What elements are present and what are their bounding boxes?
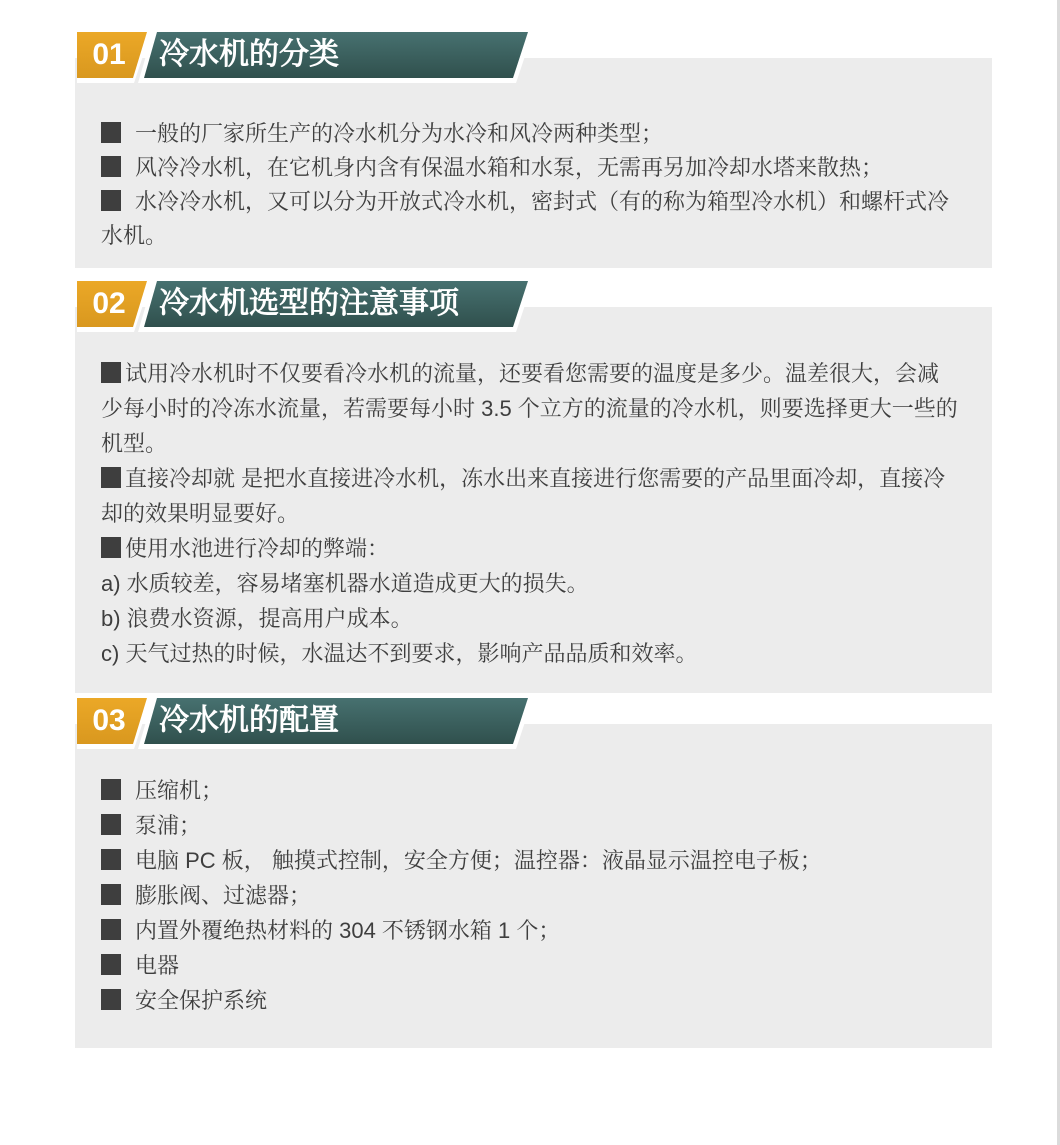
section-number-badge: 02	[92, 287, 126, 320]
list-item	[101, 185, 958, 253]
section-03-header	[77, 698, 547, 750]
list-item-text: 膨胀阀、过滤器；	[135, 883, 312, 908]
list-item	[101, 843, 958, 878]
sub-list-item-text: c) 天气过热的时候，水温达不到要求，影响产品品质和效率。	[101, 641, 698, 666]
section-02-panel	[75, 307, 992, 693]
paragraph	[101, 461, 958, 531]
bullet-square-icon	[101, 884, 121, 905]
list-item	[101, 808, 958, 843]
paragraph-text: 直接冷却就 是把水直接进冷水机，冻水出来直接进行您需要的产品里面冷却，直接冷却的效果明显要好。	[101, 466, 946, 526]
bullet-square-icon	[101, 814, 121, 835]
section-01	[75, 38, 992, 268]
section-number-badge: 01	[92, 38, 126, 71]
bullet-square-icon	[101, 156, 121, 177]
paragraph-text: 试用冷水机时不仅要看冷水机的流量，还要看您需要的温度是多少。温差很大，会减少每小时的冷冻水流量，若需要每小时 3.5 个立方的流量的冷水机，则要选择更大一些的机型。	[101, 361, 958, 456]
list-item-text: 风冷冷水机，在它机身内含有保温水箱和水泵，无需再另加冷却水塔来散热；	[135, 155, 884, 180]
bullet-square-icon	[101, 122, 121, 143]
paragraph-text: 使用水池进行冷却的弊端：	[125, 536, 390, 561]
list-item-text: 泵浦；	[135, 813, 202, 838]
list-item	[101, 773, 958, 808]
bullet-square-icon	[101, 849, 121, 870]
bullet-square-icon	[101, 919, 121, 940]
bullet-square-icon	[101, 989, 121, 1010]
sub-list-item	[101, 601, 958, 636]
bullet-square-icon	[101, 467, 121, 488]
list-item-text: 电脑 PC 板， 触摸式控制，安全方便；温控器：液晶显示温控电子板；	[135, 848, 822, 873]
paragraph	[101, 531, 958, 566]
sub-list-item-text: a) 水质较差，容易堵塞机器水道造成更大的损失。	[101, 571, 589, 596]
paragraph	[101, 356, 958, 461]
section-02	[75, 287, 992, 693]
sub-list-item	[101, 636, 958, 671]
list-item	[101, 913, 958, 948]
list-item	[101, 948, 958, 983]
bullet-square-icon	[101, 537, 121, 558]
list-item-text: 内置外覆绝热材料的 304 不锈钢水箱 1 个；	[135, 918, 561, 943]
list-item	[101, 983, 958, 1018]
section-number-badge: 03	[92, 704, 126, 737]
list-item-text: 安全保护系统	[135, 988, 268, 1013]
sub-list-item	[101, 566, 958, 601]
bullet-square-icon	[101, 779, 121, 800]
section-03-panel	[75, 724, 992, 1048]
section-title: 冷水机的配置	[159, 704, 339, 737]
list-item	[101, 878, 958, 913]
sub-list-item-text: b) 浪费水资源，提高用户成本。	[101, 606, 413, 631]
section-03	[75, 704, 992, 1048]
section-02-header	[77, 281, 547, 333]
list-item-text: 水冷冷水机，又可以分为开放式冷水机，密封式（有的称为箱型冷水机）和螺杆式冷水机。	[101, 189, 950, 248]
bullet-square-icon	[101, 362, 121, 383]
bullet-square-icon	[101, 190, 121, 211]
section-01-panel	[75, 58, 992, 268]
list-item-text: 电器	[135, 953, 180, 978]
list-item	[101, 151, 958, 185]
list-item-text: 压缩机；	[135, 778, 224, 803]
section-title: 冷水机的分类	[159, 38, 339, 71]
section-title: 冷水机选型的注意事项	[159, 287, 459, 320]
bullet-square-icon	[101, 954, 121, 975]
list-item-text: 一般的厂家所生产的冷水机分为水冷和风冷两种类型；	[135, 121, 664, 146]
list-item	[101, 117, 958, 151]
section-01-header	[77, 32, 547, 84]
